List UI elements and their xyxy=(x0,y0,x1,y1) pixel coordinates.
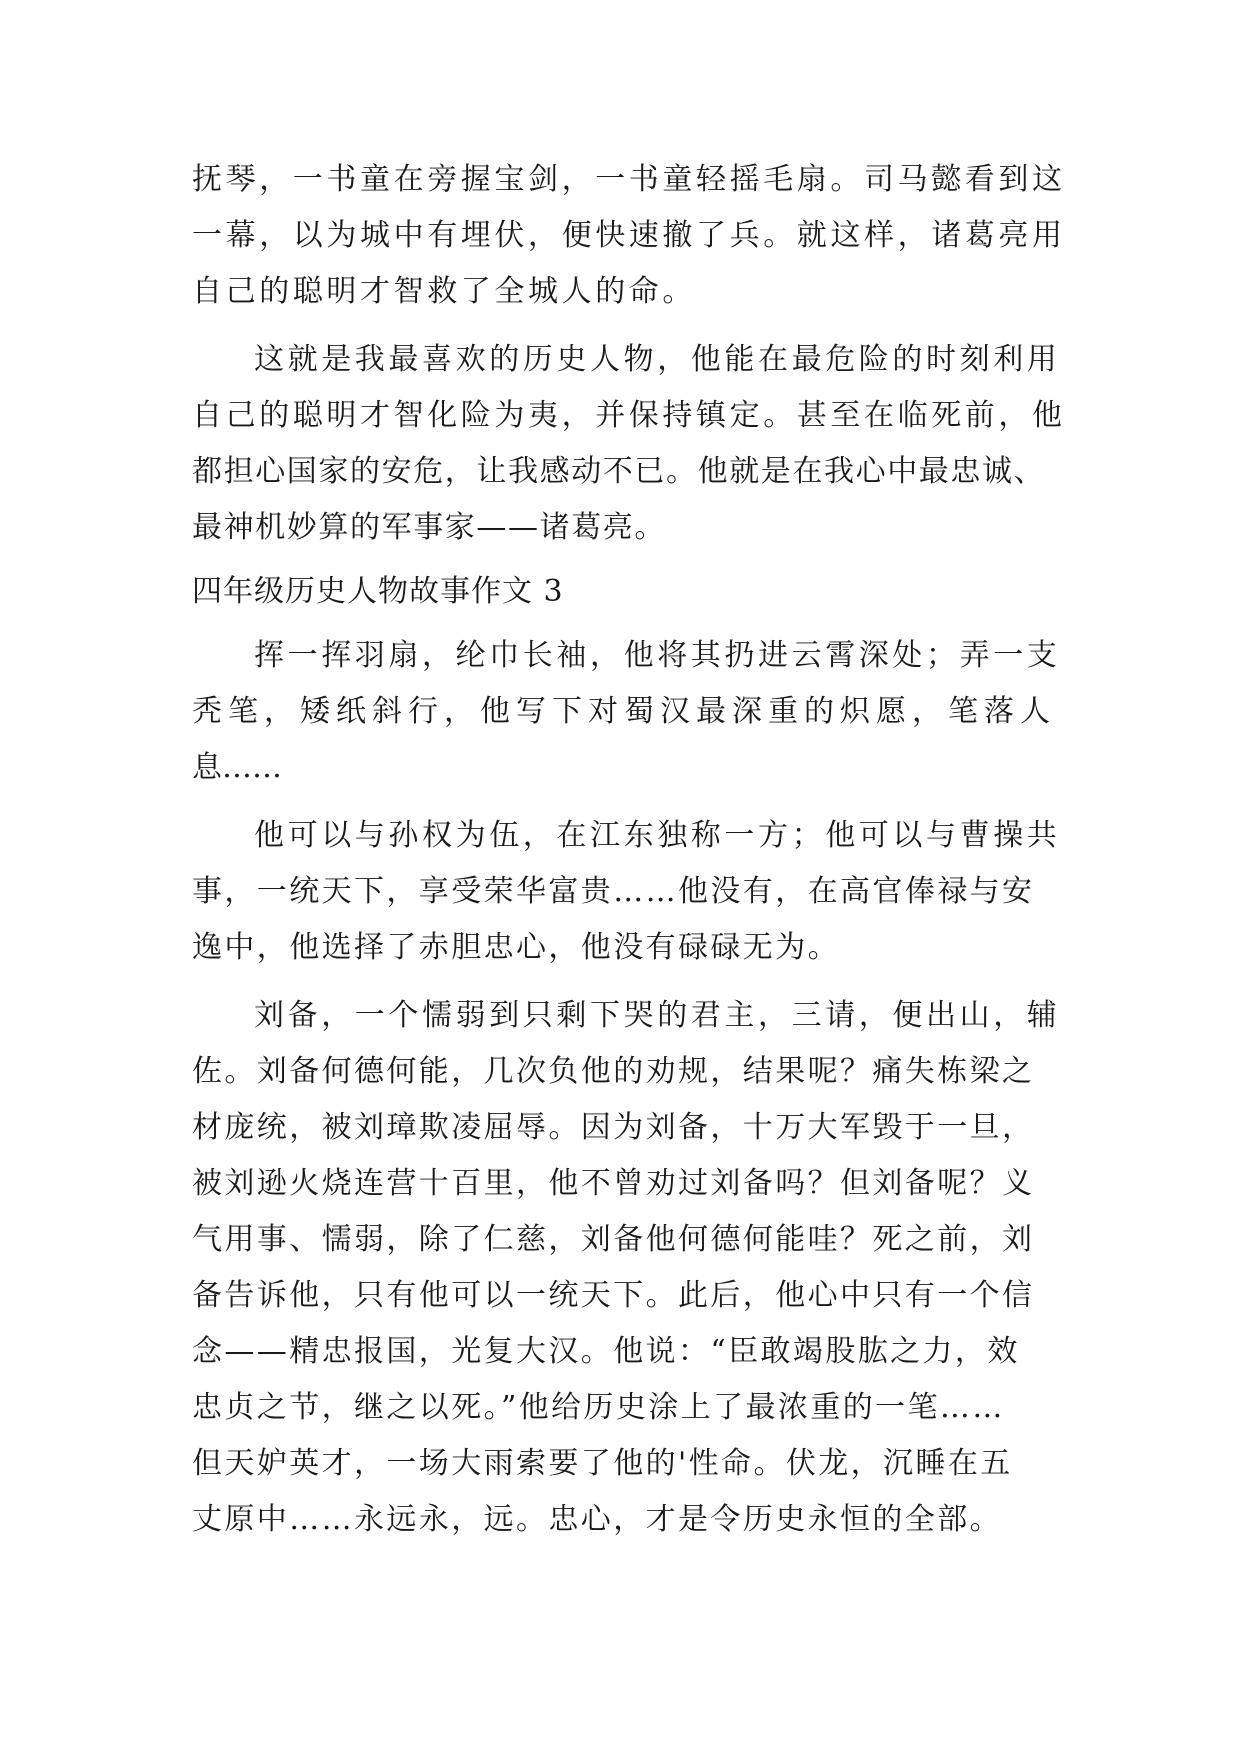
section-heading: 四年级历史人物故事作文 3 xyxy=(192,574,564,609)
text-line: 他可以与孙权为伍，在江东独称一方；他可以与曹操共 xyxy=(254,818,1061,853)
text-line: 一幕，以为城中有埋伏，便快速撤了兵。就这样，诸葛亮用 xyxy=(192,218,1066,253)
text-line: 自己的聪明才智救了全城人的命。 xyxy=(192,274,696,309)
text-line: 念——精忠报国，光复大汉。他说：“臣敢竭股肱之力，效 xyxy=(192,1334,1020,1369)
text-line: 忠贞之节，继之以死。”他给历史涂上了最浓重的一笔…… xyxy=(192,1390,1005,1425)
text-line: 抚琴，一书童在旁握宝剑，一书童轻摇毛扇。司马懿看到这 xyxy=(192,162,1066,197)
text-line: 挥一挥羽扇，纶巾长袖，他将其扔进云霄深处；弄一支 xyxy=(254,638,1061,673)
text-line: 但天妒英才，一场大雨索要了他的'性命。伏龙，沉睡在五 xyxy=(192,1446,1013,1481)
text-line: 事，一统天下，享受荣华富贵……他没有，在高官俸禄与安 xyxy=(192,874,1035,909)
text-line: 刘备，一个懦弱到只剩下哭的君主，三请，便出山，辅 xyxy=(254,998,1061,1033)
text-line: 秃笔，矮纸斜行，他写下对蜀汉最深重的炽愿，笔落人 xyxy=(192,694,1056,729)
text-line: 被刘逊火烧连营十百里，他不曾劝过刘备吗？但刘备呢？义 xyxy=(192,1166,1035,1201)
text-line: 佐。刘备何德何能，几次负他的劝规，结果呢？痛失栋梁之 xyxy=(192,1054,1035,1089)
text-line: 材庞统，被刘璋欺凌屈辱。因为刘备，十万大军毁于一旦， xyxy=(192,1110,1035,1145)
text-line: 丈原中……永远永，远。忠心，才是令历史永恒的全部。 xyxy=(192,1502,1002,1537)
text-line: 都担心国家的安危，让我感动不已。他就是在我心中最忠诚、 xyxy=(192,454,1046,489)
text-line: 气用事、懦弱，除了仁慈，刘备他何德何能哇？死之前，刘 xyxy=(192,1222,1035,1257)
text-line: 息…… xyxy=(192,750,282,785)
text-line: 自己的聪明才智化险为夷，并保持镇定。甚至在临死前，他 xyxy=(192,398,1066,433)
text-line: 最神机妙算的军事家——诸葛亮。 xyxy=(192,510,666,545)
text-line: 逸中，他选择了赤胆忠心，他没有碌碌无为。 xyxy=(192,930,840,965)
text-line: 这就是我最喜欢的历史人物，他能在最危险的时刻利用 xyxy=(254,342,1061,377)
text-line: 备告诉他，只有他可以一统天下。此后，他心中只有一个信 xyxy=(192,1278,1035,1313)
